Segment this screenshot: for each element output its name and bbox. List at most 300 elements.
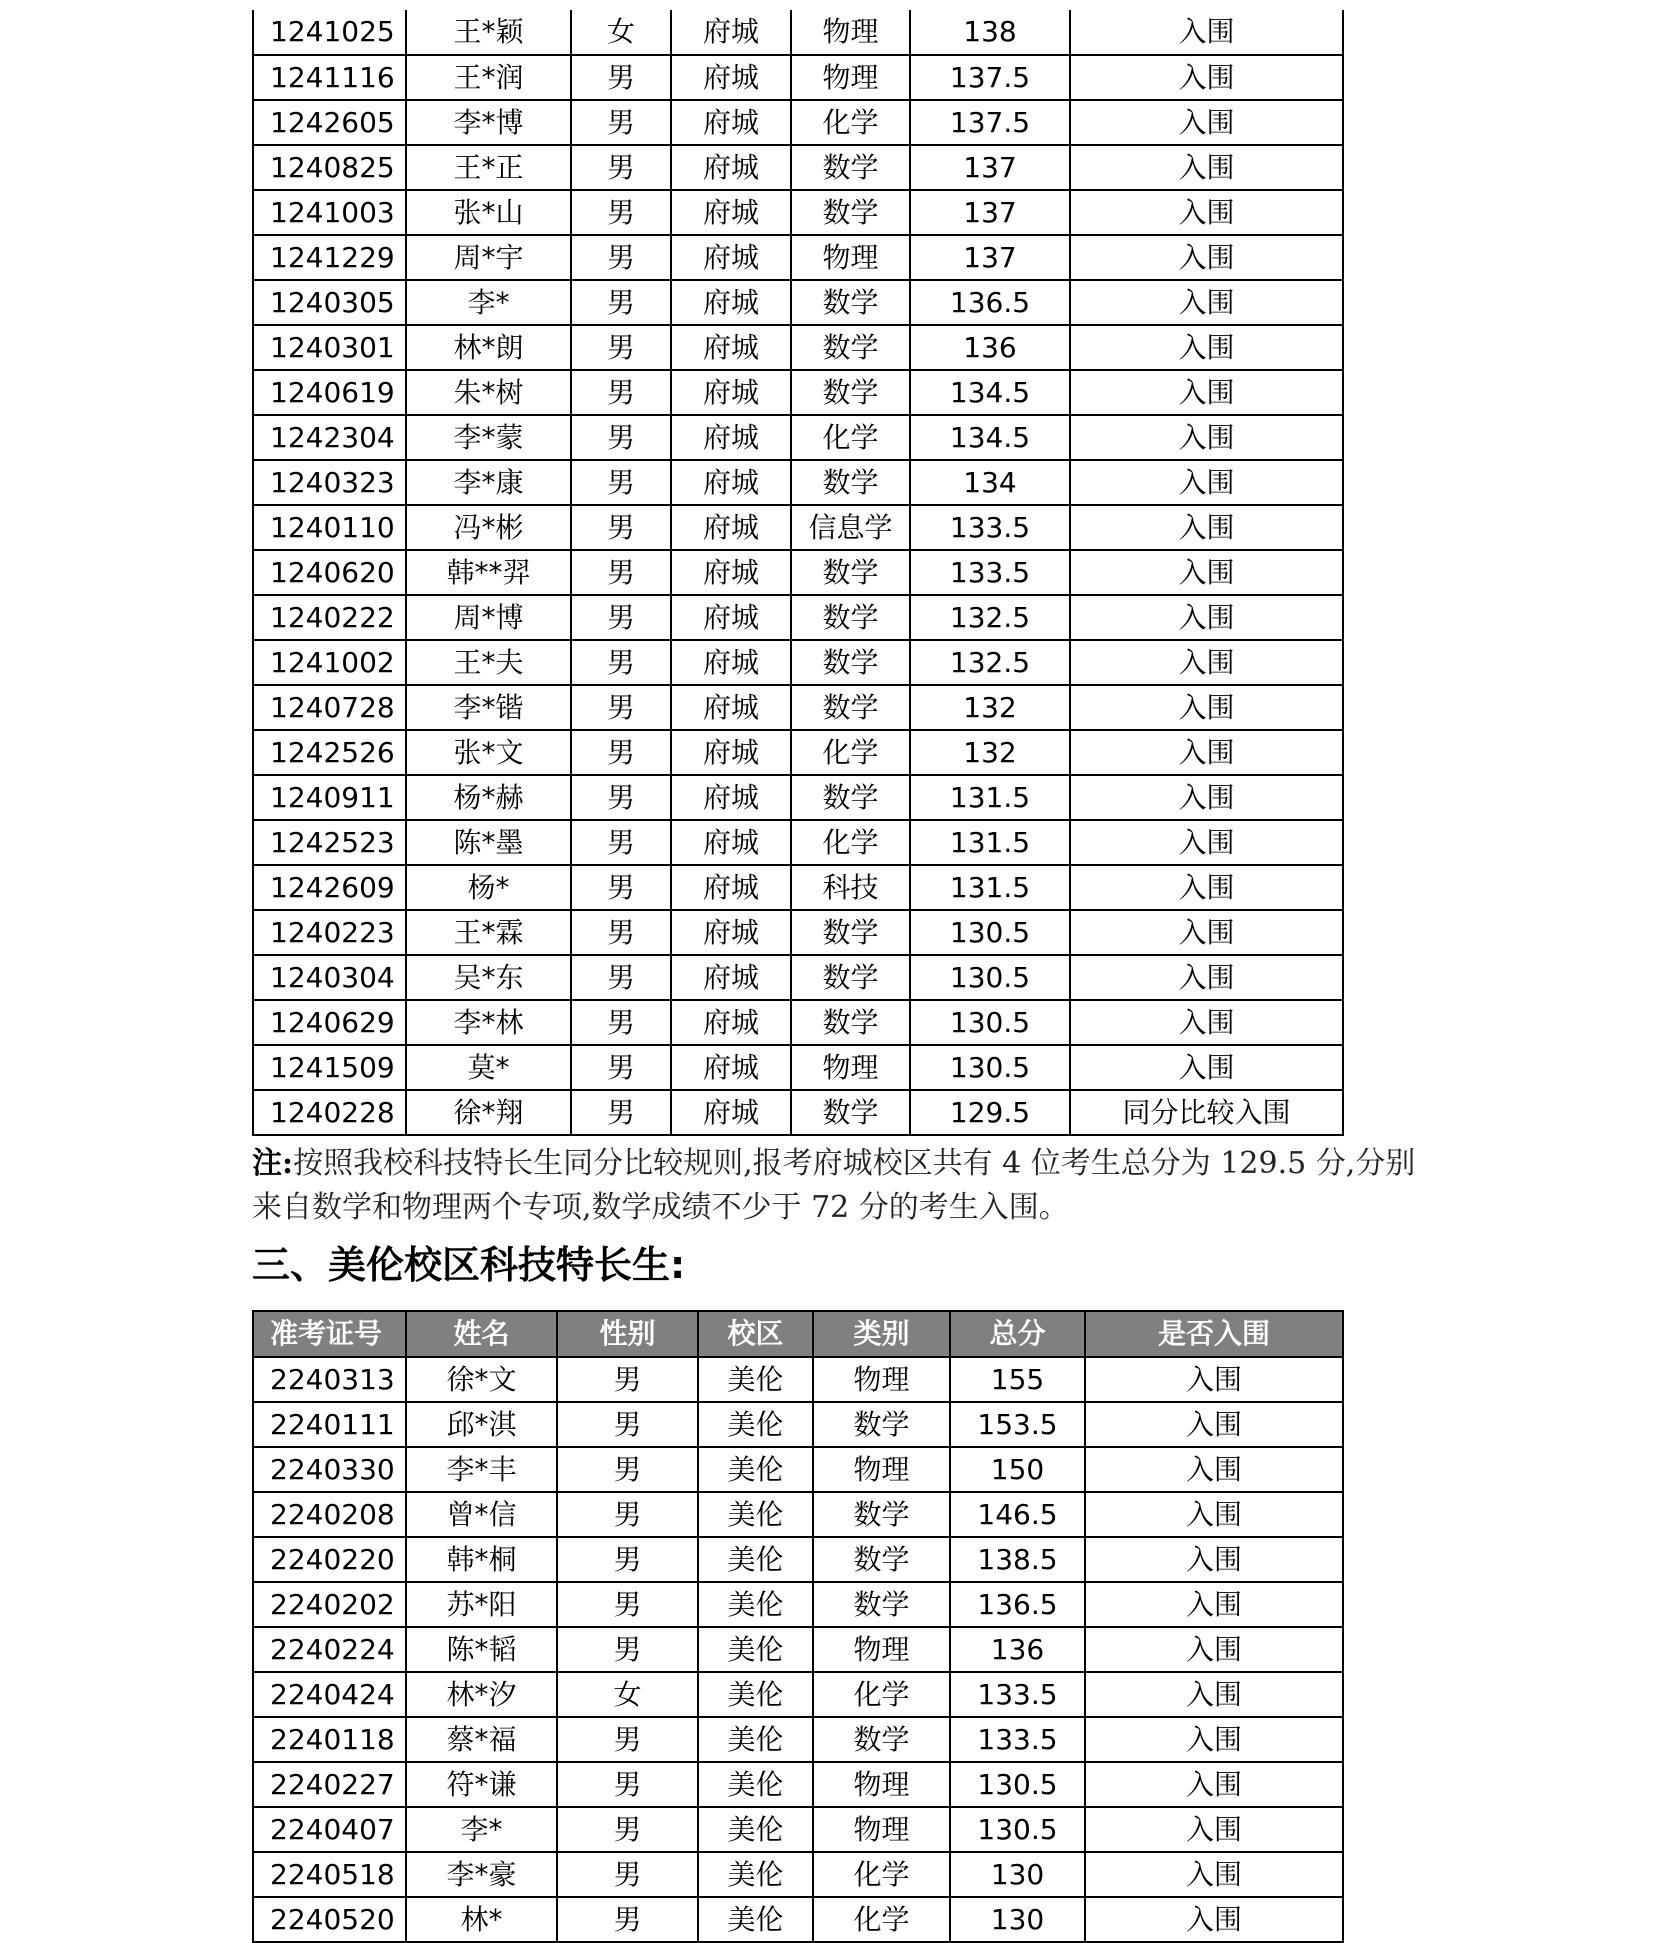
table-row	[253, 1582, 1343, 1627]
name-cell: 李*	[406, 1807, 557, 1852]
gender-cell: 男	[557, 1717, 698, 1762]
table-row	[253, 1627, 1343, 1672]
exam-id-cell: 1241003	[253, 190, 406, 235]
category-cell: 化学	[791, 100, 910, 145]
total-score-cell: 134.5	[910, 370, 1070, 415]
name-cell: 李*博	[406, 100, 571, 145]
gender-cell: 男	[571, 595, 671, 640]
category-cell: 化学	[813, 1852, 950, 1897]
campus-cell: 美伦	[698, 1357, 813, 1402]
table-row	[253, 55, 1343, 100]
gender-cell: 男	[571, 460, 671, 505]
exam-id-cell: 1242609	[253, 865, 406, 910]
exam-id-cell: 2240202	[253, 1582, 406, 1627]
name-cell: 符*谦	[406, 1762, 557, 1807]
gender-cell: 男	[557, 1852, 698, 1897]
gender-cell: 男	[571, 820, 671, 865]
category-cell: 化学	[791, 415, 910, 460]
exam-id-cell: 1240228	[253, 1090, 406, 1135]
exam-id-cell: 1241509	[253, 1045, 406, 1090]
campus-cell: 府城	[671, 505, 791, 550]
exam-id-cell: 1240301	[253, 325, 406, 370]
name-cell: 王*颖	[406, 10, 571, 55]
status-cell: 入围	[1070, 145, 1343, 190]
campus-cell: 府城	[671, 820, 791, 865]
campus-cell: 美伦	[698, 1402, 813, 1447]
category-cell: 数学	[791, 460, 910, 505]
category-cell: 化学	[813, 1897, 950, 1942]
category-cell: 化学	[791, 820, 910, 865]
total-score-cell: 146.5	[950, 1492, 1085, 1537]
status-cell: 入围	[1085, 1492, 1343, 1537]
campus-cell: 美伦	[698, 1627, 813, 1672]
status-cell: 入围	[1085, 1672, 1343, 1717]
campus-cell: 府城	[671, 325, 791, 370]
name-cell: 韩*桐	[406, 1537, 557, 1582]
table-row	[253, 1357, 1343, 1402]
name-cell: 徐*文	[406, 1357, 557, 1402]
exam-id-cell: 1241116	[253, 55, 406, 100]
status-cell: 入围	[1070, 865, 1343, 910]
table-row	[253, 1537, 1343, 1582]
name-cell: 王*霖	[406, 910, 571, 955]
total-score-cell: 138.5	[950, 1537, 1085, 1582]
note-paragraph	[252, 1142, 1422, 1230]
status-cell: 入围	[1085, 1852, 1343, 1897]
status-cell: 入围	[1070, 640, 1343, 685]
table-row	[253, 100, 1343, 145]
campus-cell: 府城	[671, 190, 791, 235]
status-cell: 入围	[1070, 1045, 1343, 1090]
note-label: 注:	[252, 1146, 294, 1181]
campus-cell: 美伦	[698, 1852, 813, 1897]
table-row	[253, 550, 1343, 595]
status-cell: 入围	[1070, 775, 1343, 820]
column-header-status: 是否入围	[1085, 1311, 1343, 1357]
table-row	[253, 460, 1343, 505]
campus-cell: 府城	[671, 730, 791, 775]
status-cell: 入围	[1070, 190, 1343, 235]
campus-cell: 府城	[671, 865, 791, 910]
category-cell: 数学	[791, 1090, 910, 1135]
total-score-cell: 136	[910, 325, 1070, 370]
name-cell: 张*山	[406, 190, 571, 235]
campus-cell: 美伦	[698, 1672, 813, 1717]
name-cell: 李*锴	[406, 685, 571, 730]
table-row	[253, 505, 1343, 550]
total-score-cell: 155	[950, 1357, 1085, 1402]
category-cell: 数学	[791, 370, 910, 415]
table-row	[253, 820, 1343, 865]
exam-id-cell: 2240224	[253, 1627, 406, 1672]
category-cell: 数学	[791, 775, 910, 820]
gender-cell: 女	[557, 1672, 698, 1717]
name-cell: 莫*	[406, 1045, 571, 1090]
status-cell: 入围	[1070, 595, 1343, 640]
gender-cell: 男	[571, 55, 671, 100]
gender-cell: 男	[571, 190, 671, 235]
name-cell: 王*正	[406, 145, 571, 190]
total-score-cell: 131.5	[910, 775, 1070, 820]
table-row	[253, 1045, 1343, 1090]
campus-cell: 府城	[671, 910, 791, 955]
category-cell: 数学	[813, 1492, 950, 1537]
category-cell: 数学	[791, 640, 910, 685]
table-row	[253, 910, 1343, 955]
gender-cell: 男	[557, 1807, 698, 1852]
name-cell: 李*林	[406, 1000, 571, 1045]
campus-cell: 美伦	[698, 1717, 813, 1762]
total-score-cell: 133.5	[950, 1672, 1085, 1717]
table-row	[253, 1852, 1343, 1897]
note-text: 按照我校科技特长生同分比较规则,报考府城校区共有 4 位考生总分为 129.5 分,分别来自数学和物理两个专项,数学成绩不少于 72 分的考生入围。	[252, 1146, 1416, 1225]
exam-id-cell: 2240330	[253, 1447, 406, 1492]
gender-cell: 女	[571, 10, 671, 55]
table-row	[253, 10, 1343, 55]
table-row	[253, 1897, 1343, 1942]
name-cell: 林*汐	[406, 1672, 557, 1717]
exam-id-cell: 2240520	[253, 1897, 406, 1942]
status-cell: 入围	[1085, 1717, 1343, 1762]
status-cell: 入围	[1070, 10, 1343, 55]
gender-cell: 男	[571, 100, 671, 145]
table-row	[253, 1492, 1343, 1537]
campus-cell: 府城	[671, 1045, 791, 1090]
exam-id-cell: 1240323	[253, 460, 406, 505]
table-row	[253, 370, 1343, 415]
campus-cell: 府城	[671, 55, 791, 100]
gender-cell: 男	[571, 1045, 671, 1090]
name-cell: 吴*东	[406, 955, 571, 1000]
table-row	[253, 325, 1343, 370]
name-cell: 周*博	[406, 595, 571, 640]
name-cell: 王*夫	[406, 640, 571, 685]
name-cell: 徐*翔	[406, 1090, 571, 1135]
gender-cell: 男	[571, 505, 671, 550]
status-cell: 入围	[1070, 460, 1343, 505]
exam-id-cell: 1242605	[253, 100, 406, 145]
total-score-cell: 131.5	[910, 865, 1070, 910]
name-cell: 曾*信	[406, 1492, 557, 1537]
campus-cell: 府城	[671, 100, 791, 145]
campus-cell: 美伦	[698, 1537, 813, 1582]
name-cell: 朱*树	[406, 370, 571, 415]
name-cell: 王*润	[406, 55, 571, 100]
category-cell: 数学	[813, 1402, 950, 1447]
total-score-cell: 132	[910, 685, 1070, 730]
name-cell: 冯*彬	[406, 505, 571, 550]
category-cell: 数学	[791, 1000, 910, 1045]
name-cell: 李*	[406, 280, 571, 325]
total-score-cell: 130.5	[950, 1762, 1085, 1807]
category-cell: 化学	[791, 730, 910, 775]
column-header-name: 姓名	[406, 1311, 557, 1357]
total-score-cell: 133.5	[950, 1717, 1085, 1762]
gender-cell: 男	[571, 1000, 671, 1045]
campus-cell: 美伦	[698, 1582, 813, 1627]
status-cell: 入围	[1070, 730, 1343, 775]
total-score-cell: 133.5	[910, 505, 1070, 550]
total-score-cell: 130	[950, 1897, 1085, 1942]
exam-id-cell: 1241002	[253, 640, 406, 685]
column-header-total-score: 总分	[950, 1311, 1085, 1357]
category-cell: 数学	[791, 325, 910, 370]
exam-id-cell: 1240825	[253, 145, 406, 190]
exam-id-cell: 1241025	[253, 10, 406, 55]
campus-cell: 美伦	[698, 1447, 813, 1492]
gender-cell: 男	[557, 1762, 698, 1807]
total-score-cell: 133.5	[910, 550, 1070, 595]
table-row	[253, 730, 1343, 775]
fucheng-table-body	[253, 10, 1343, 1135]
gender-cell: 男	[571, 280, 671, 325]
exam-id-cell: 1240629	[253, 1000, 406, 1045]
total-score-cell: 132.5	[910, 595, 1070, 640]
total-score-cell: 129.5	[910, 1090, 1070, 1135]
category-cell: 科技	[791, 865, 910, 910]
table-row	[253, 955, 1343, 1000]
status-cell: 入围	[1070, 325, 1343, 370]
category-cell: 物理	[813, 1807, 950, 1852]
name-cell: 邱*淇	[406, 1402, 557, 1447]
name-cell: 周*宇	[406, 235, 571, 280]
exam-id-cell: 2240220	[253, 1537, 406, 1582]
campus-cell: 美伦	[698, 1897, 813, 1942]
status-cell: 入围	[1070, 955, 1343, 1000]
table-row	[253, 190, 1343, 235]
category-cell: 化学	[813, 1672, 950, 1717]
exam-id-cell: 1240620	[253, 550, 406, 595]
campus-cell: 府城	[671, 775, 791, 820]
total-score-cell: 130.5	[910, 955, 1070, 1000]
gender-cell: 男	[571, 910, 671, 955]
gender-cell: 男	[557, 1582, 698, 1627]
gender-cell: 男	[557, 1537, 698, 1582]
meilun-results-table	[252, 1310, 1344, 1943]
status-cell: 入围	[1070, 685, 1343, 730]
campus-cell: 美伦	[698, 1762, 813, 1807]
total-score-cell: 134	[910, 460, 1070, 505]
campus-cell: 府城	[671, 370, 791, 415]
exam-id-cell: 2240208	[253, 1492, 406, 1537]
gender-cell: 男	[571, 550, 671, 595]
meilun-table-body	[253, 1357, 1343, 1942]
campus-cell: 美伦	[698, 1492, 813, 1537]
name-cell: 李*蒙	[406, 415, 571, 460]
gender-cell: 男	[571, 730, 671, 775]
total-score-cell: 136	[950, 1627, 1085, 1672]
category-cell: 物理	[813, 1627, 950, 1672]
total-score-cell: 131.5	[910, 820, 1070, 865]
exam-id-cell: 1240305	[253, 280, 406, 325]
category-cell: 物理	[791, 235, 910, 280]
category-cell: 数学	[791, 145, 910, 190]
category-cell: 数学	[813, 1717, 950, 1762]
section-heading: 三、美伦校区科技特长生:	[252, 1243, 686, 1287]
total-score-cell: 132	[910, 730, 1070, 775]
name-cell: 李*康	[406, 460, 571, 505]
fucheng-results-table	[252, 10, 1344, 1136]
name-cell: 张*文	[406, 730, 571, 775]
category-cell: 数学	[813, 1537, 950, 1582]
table-row	[253, 1000, 1343, 1045]
status-cell: 入围	[1070, 415, 1343, 460]
exam-id-cell: 1242304	[253, 415, 406, 460]
name-cell: 苏*阳	[406, 1582, 557, 1627]
exam-id-cell: 2240518	[253, 1852, 406, 1897]
exam-id-cell: 1241229	[253, 235, 406, 280]
category-cell: 数学	[791, 550, 910, 595]
gender-cell: 男	[571, 685, 671, 730]
total-score-cell: 132.5	[910, 640, 1070, 685]
status-cell: 入围	[1085, 1897, 1343, 1942]
category-cell: 数学	[791, 595, 910, 640]
total-score-cell: 138	[910, 10, 1070, 55]
status-cell: 入围	[1085, 1807, 1343, 1852]
campus-cell: 府城	[671, 10, 791, 55]
total-score-cell: 137	[910, 190, 1070, 235]
total-score-cell: 137.5	[910, 100, 1070, 145]
exam-id-cell: 1240619	[253, 370, 406, 415]
gender-cell: 男	[557, 1627, 698, 1672]
column-header-gender: 性别	[557, 1311, 698, 1357]
header-row	[253, 1311, 1343, 1357]
category-cell: 物理	[813, 1762, 950, 1807]
exam-id-cell: 2240313	[253, 1357, 406, 1402]
table-row	[253, 1447, 1343, 1492]
status-cell: 入围	[1070, 1000, 1343, 1045]
table-row	[253, 1717, 1343, 1762]
gender-cell: 男	[571, 1090, 671, 1135]
exam-id-cell: 1240110	[253, 505, 406, 550]
status-cell: 入围	[1085, 1762, 1343, 1807]
total-score-cell: 130.5	[910, 1000, 1070, 1045]
exam-id-cell: 1242523	[253, 820, 406, 865]
category-cell: 数学	[791, 280, 910, 325]
name-cell: 韩**羿	[406, 550, 571, 595]
name-cell: 李*豪	[406, 1852, 557, 1897]
table-row	[253, 775, 1343, 820]
status-cell: 入围	[1085, 1447, 1343, 1492]
table-row	[253, 1402, 1343, 1447]
name-cell: 林*	[406, 1897, 557, 1942]
status-cell: 入围	[1085, 1627, 1343, 1672]
exam-id-cell: 1242526	[253, 730, 406, 775]
total-score-cell: 136.5	[950, 1582, 1085, 1627]
exam-id-cell: 2240424	[253, 1672, 406, 1717]
gender-cell: 男	[557, 1357, 698, 1402]
gender-cell: 男	[557, 1402, 698, 1447]
exam-id-cell: 2240111	[253, 1402, 406, 1447]
total-score-cell: 130.5	[910, 1045, 1070, 1090]
name-cell: 蔡*福	[406, 1717, 557, 1762]
category-cell: 物理	[791, 1045, 910, 1090]
total-score-cell: 137	[910, 235, 1070, 280]
status-cell: 入围	[1085, 1582, 1343, 1627]
campus-cell: 府城	[671, 685, 791, 730]
status-cell: 同分比较入围	[1070, 1090, 1343, 1135]
table-row	[253, 1090, 1343, 1135]
table-row	[253, 415, 1343, 460]
gender-cell: 男	[571, 640, 671, 685]
campus-cell: 府城	[671, 1000, 791, 1045]
name-cell: 李*丰	[406, 1447, 557, 1492]
gender-cell: 男	[557, 1492, 698, 1537]
campus-cell: 府城	[671, 955, 791, 1000]
gender-cell: 男	[571, 415, 671, 460]
campus-cell: 府城	[671, 460, 791, 505]
campus-cell: 府城	[671, 640, 791, 685]
table-row	[253, 280, 1343, 325]
status-cell: 入围	[1085, 1402, 1343, 1447]
exam-id-cell: 1240728	[253, 685, 406, 730]
status-cell: 入围	[1070, 370, 1343, 415]
name-cell: 陈*韬	[406, 1627, 557, 1672]
campus-cell: 府城	[671, 415, 791, 460]
category-cell: 数学	[813, 1582, 950, 1627]
exam-id-cell: 1240222	[253, 595, 406, 640]
exam-id-cell: 1240304	[253, 955, 406, 1000]
total-score-cell: 130.5	[950, 1807, 1085, 1852]
total-score-cell: 130	[950, 1852, 1085, 1897]
status-cell: 入围	[1070, 55, 1343, 100]
category-cell: 数学	[791, 685, 910, 730]
status-cell: 入围	[1085, 1357, 1343, 1402]
table-row	[253, 685, 1343, 730]
status-cell: 入围	[1070, 505, 1343, 550]
status-cell: 入围	[1070, 235, 1343, 280]
status-cell: 入围	[1070, 820, 1343, 865]
table-row	[253, 1807, 1343, 1852]
category-cell: 信息学	[791, 505, 910, 550]
table-row	[253, 640, 1343, 685]
status-cell: 入围	[1070, 280, 1343, 325]
status-cell: 入围	[1070, 100, 1343, 145]
gender-cell: 男	[557, 1447, 698, 1492]
exam-id-cell: 1240223	[253, 910, 406, 955]
campus-cell: 府城	[671, 145, 791, 190]
status-cell: 入围	[1070, 910, 1343, 955]
campus-cell: 美伦	[698, 1807, 813, 1852]
name-cell: 林*朗	[406, 325, 571, 370]
category-cell: 数学	[791, 190, 910, 235]
gender-cell: 男	[571, 370, 671, 415]
table-row	[253, 235, 1343, 280]
gender-cell: 男	[571, 145, 671, 190]
name-cell: 杨*	[406, 865, 571, 910]
category-cell: 物理	[791, 10, 910, 55]
total-score-cell: 153.5	[950, 1402, 1085, 1447]
campus-cell: 府城	[671, 1090, 791, 1135]
category-cell: 物理	[813, 1447, 950, 1492]
column-header-exam-id: 准考证号	[253, 1311, 406, 1357]
total-score-cell: 136.5	[910, 280, 1070, 325]
gender-cell: 男	[571, 235, 671, 280]
table-row	[253, 865, 1343, 910]
campus-cell: 府城	[671, 595, 791, 640]
category-cell: 数学	[791, 910, 910, 955]
total-score-cell: 150	[950, 1447, 1085, 1492]
category-cell: 数学	[791, 955, 910, 1000]
status-cell: 入围	[1085, 1537, 1343, 1582]
total-score-cell: 134.5	[910, 415, 1070, 460]
exam-id-cell: 1240911	[253, 775, 406, 820]
column-header-category: 类别	[813, 1311, 950, 1357]
exam-id-cell: 2240407	[253, 1807, 406, 1852]
status-cell: 入围	[1070, 550, 1343, 595]
total-score-cell: 137.5	[910, 55, 1070, 100]
table-row	[253, 595, 1343, 640]
